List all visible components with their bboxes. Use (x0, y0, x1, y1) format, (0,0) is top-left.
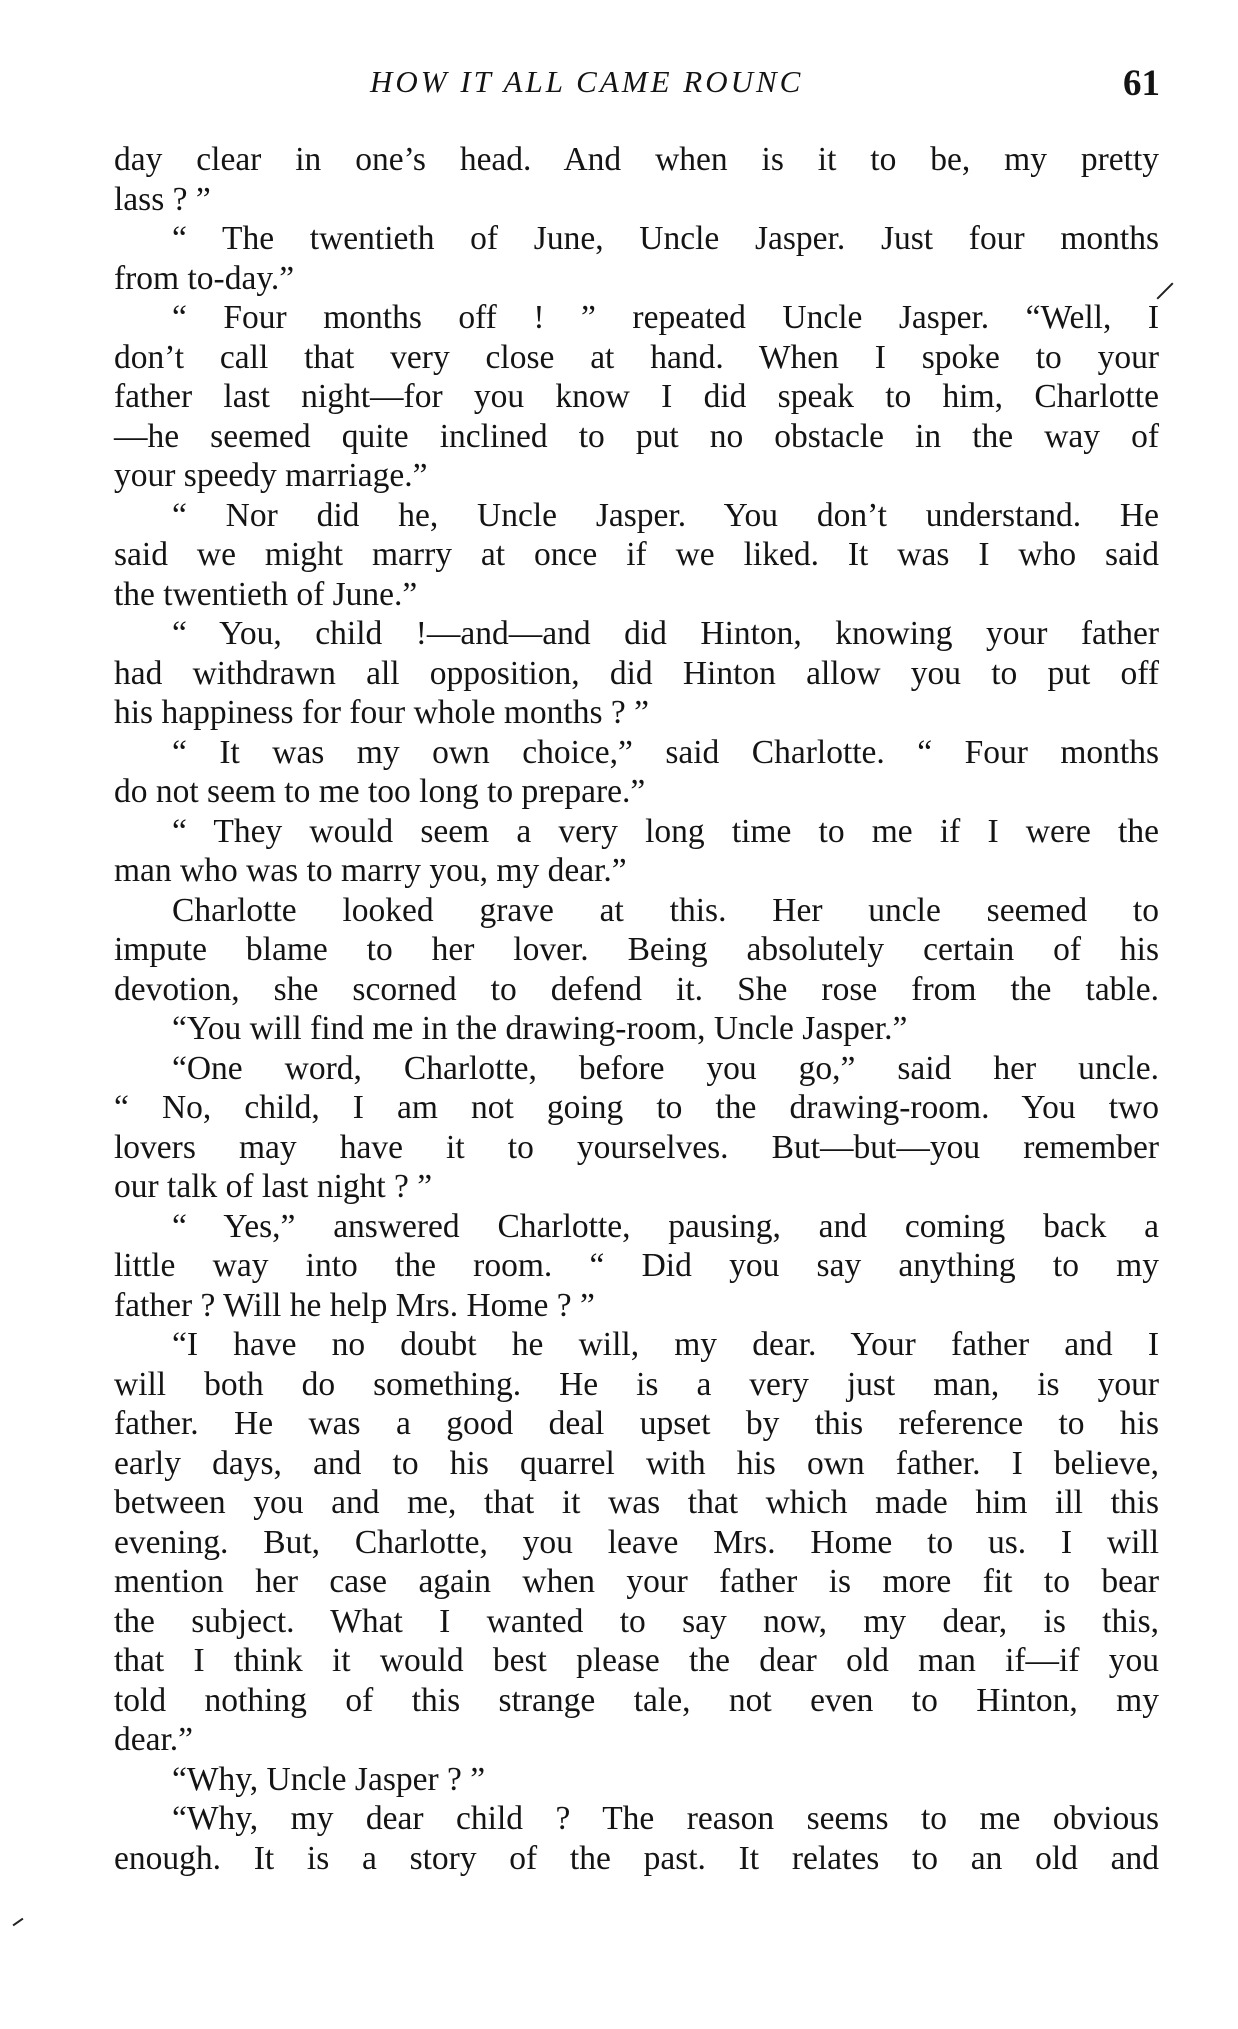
text-line: —he seemed quite inclined to put no obstacle in the way of (114, 417, 1159, 455)
text-line: from to-day.” (114, 259, 295, 297)
text-line: “One word, Charlotte, before you go,” said her uncle. (172, 1049, 1159, 1087)
text-line: father last night—for you know I did speak to him, Charlotte (114, 378, 1159, 415)
text-line: day clear in one’s head. And when is it to be, my pretty (114, 141, 1159, 178)
text-line: your speedy marriage.” (114, 457, 428, 494)
text-line: “ Four months off ! ” repeated Uncle Jasper. “Well, I (172, 299, 1159, 336)
text-line: “ It was my own choice,” said Charlotte. “ Four months (172, 733, 1159, 771)
text-line: that I think it would best please the dear old man if—if you (114, 1642, 1159, 1679)
text-line: Charlotte looked grave at this. Her uncle seemed to (172, 891, 1159, 929)
text-line: father. He was a good deal upset by this reference to his (114, 1405, 1159, 1442)
text-line: impute blame to her lover. Being absolutely certain of his (114, 931, 1159, 968)
text-line: “Why, Uncle Jasper ? ” (172, 1760, 486, 1798)
text-line: devotion, she scorned to defend it. She rose from the table. (114, 970, 1159, 1008)
body-text (114, 140, 1159, 1878)
text-line: our talk of last night ? ” (114, 1168, 433, 1205)
text-line: little way into the room. “ Did you say anything to my (114, 1247, 1159, 1284)
text-line: man who was to marry you, my dear.” (114, 852, 627, 889)
text-line: between you and me, that it was that which made him ill this (114, 1484, 1159, 1521)
text-line: said we might marry at once if we liked. It was I who said (114, 536, 1159, 573)
text-line: told nothing of this strange tale, not even to Hinton, my (114, 1681, 1159, 1719)
text-line: “ They would seem a very long time to me if I were the (172, 812, 1159, 850)
text-line: “ Nor did he, Uncle Jasper. You don’t understand. He (172, 496, 1159, 534)
page-number: 61 (1123, 63, 1160, 104)
pencil-mark (13, 1918, 24, 1927)
text-line: don’t call that very close at hand. When I spoke to your (114, 338, 1159, 376)
running-title: HOW IT ALL CAME ROUNC (370, 64, 804, 99)
text-line: the twentieth of June.” (114, 575, 418, 613)
text-line: had withdrawn all opposition, did Hinton allow you to put off (114, 654, 1159, 692)
text-line: “You will find me in the drawing-room, Uncle Jasper.” (172, 1010, 908, 1047)
text-line: enough. It is a story of the past. It relates to an old and (114, 1839, 1159, 1877)
text-line: do not seem to me too long to prepare.” (114, 773, 646, 810)
text-line: “Why, my dear child ? The reason seems to me obvious (172, 1800, 1159, 1837)
pencil-mark (1157, 283, 1174, 300)
text-line: mention her case again when your father is more fit to bear (114, 1563, 1159, 1600)
running-head (112, 62, 1160, 112)
text-line: “ The twentieth of June, Uncle Jasper. Just four months (172, 220, 1159, 257)
text-line: father ? Will he help Mrs. Home ? ” (114, 1286, 595, 1324)
text-line: his happiness for four whole months ? ” (114, 694, 649, 731)
text-line: “ No, child, I am not going to the drawing-room. You two (114, 1089, 1159, 1126)
text-line: lass ? ” (114, 180, 211, 218)
text-line: lovers may have it to yourselves. But—but—you remember (114, 1128, 1159, 1166)
text-line: the subject. What I wanted to say now, my dear, is this, (114, 1602, 1159, 1640)
text-line: evening. But, Charlotte, you leave Mrs. Home to us. I will (114, 1523, 1159, 1561)
text-line: dear.” (114, 1721, 194, 1758)
text-line: “I have no doubt he will, my dear. Your father and I (172, 1326, 1159, 1363)
text-line: “ Yes,” answered Charlotte, pausing, and coming back a (172, 1207, 1159, 1245)
text-line: early days, and to his quarrel with his own father. I believe, (114, 1444, 1159, 1482)
text-line: “ You, child !—and—and did Hinton, knowing your father (172, 615, 1159, 652)
text-line: will both do something. He is a very just man, is your (114, 1365, 1159, 1403)
